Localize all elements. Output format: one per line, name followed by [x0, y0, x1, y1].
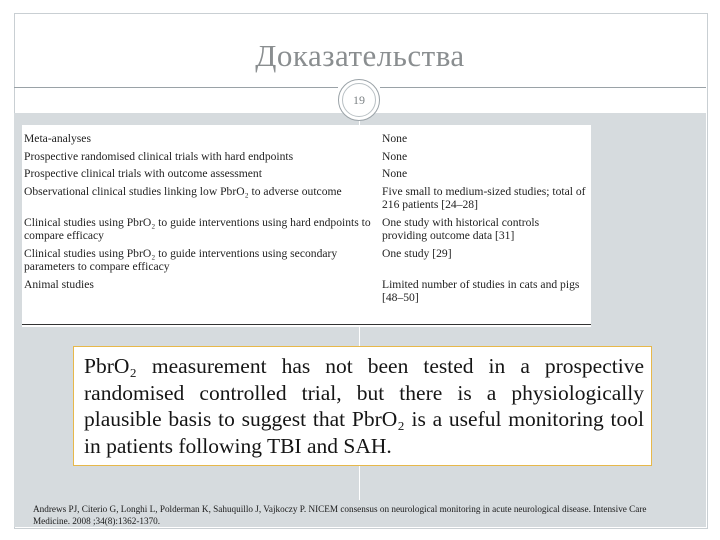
title-rule-right — [380, 87, 706, 88]
quote-text: PbrO₂ measurement has not been tested in a prospective randomised controlled trial, but there is a physiologically plausible basis to suggest that PbrO₂ is a useful monitoring tool in patients following TBI and SAH. — [84, 354, 644, 458]
evidence-type-cell: Observational clinical studies linking low PbrO₂ to adverse outcome — [24, 184, 342, 198]
table-row — [24, 167, 586, 185]
evidence-level-cell: One study [29] — [382, 246, 452, 260]
page-number: 19 — [342, 83, 376, 117]
evidence-type-cell: Animal studies — [24, 277, 94, 291]
evidence-type-cell: Clinical studies using PbrO₂ to guide interventions using secondary parameters to compare efficacy — [24, 246, 338, 273]
evidence-level-cell: One study with historical controls providing outcome data [31] — [382, 215, 540, 242]
table-row — [24, 150, 586, 168]
evidence-type-cell: Prospective randomised clinical trials with hard endpoints — [24, 149, 294, 163]
page-number-badge — [338, 79, 380, 121]
quote-box — [73, 346, 652, 466]
table-row — [24, 278, 586, 309]
table-row — [24, 185, 586, 216]
evidence-type-cell: Prospective clinical trials with outcome assessment — [24, 167, 262, 180]
evidence-level-cell: Five small to medium-sized studies; total of 216 patients [24–28] — [382, 184, 586, 211]
table-row — [24, 132, 586, 150]
slide-title: Доказательства — [255, 38, 465, 73]
evidence-table — [24, 132, 586, 309]
evidence-type-cell: Clinical studies using PbrO₂ to guide interventions using hard endpoints to compare efficacy — [24, 215, 371, 242]
title-rule-left — [14, 87, 338, 88]
evidence-level-cell: None — [382, 167, 408, 180]
evidence-level-cell: None — [382, 149, 408, 163]
table-bottom-rule — [22, 324, 591, 325]
citation-text: Andrews PJ, Citerio G, Longhi L, Polderman K, Sahuquillo J, Vajkoczy P. NICEM consensus on neurological monitoring in acute neurological disease. Intensive Care Medicine. 2008 ;34(8):1362-1370. — [33, 504, 647, 526]
evidence-level-cell: None — [382, 132, 408, 145]
table-row — [24, 247, 586, 278]
evidence-level-cell: Limited number of studies in cats and pigs [48–50] — [382, 277, 580, 304]
table-row — [24, 216, 586, 247]
evidence-type-cell: Meta-analyses — [24, 132, 91, 145]
evidence-table-image — [22, 125, 591, 327]
